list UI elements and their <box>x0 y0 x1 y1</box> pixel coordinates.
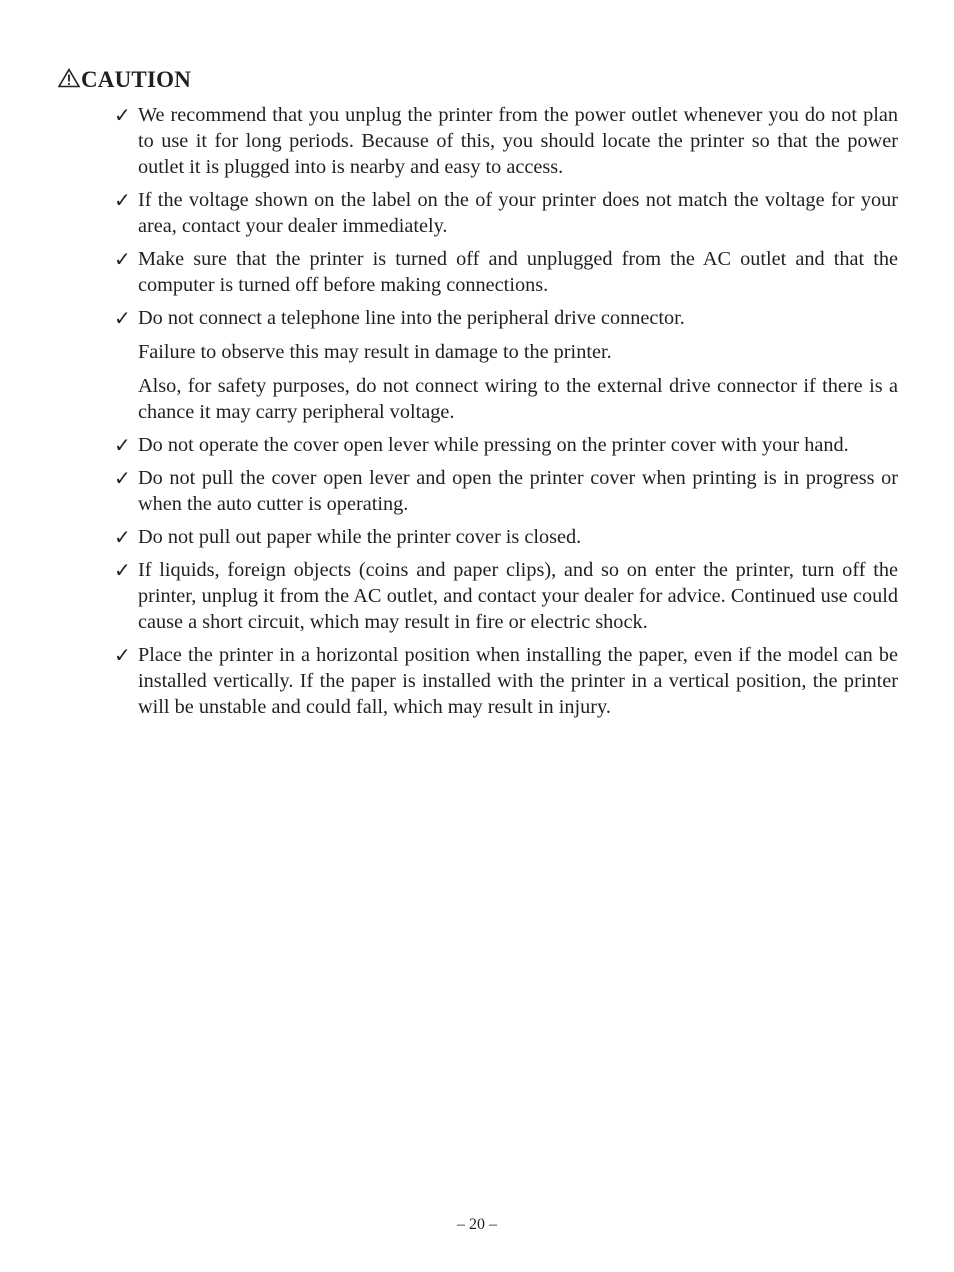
caution-heading <box>58 66 191 94</box>
list-item-text: Do not pull the cover open lever and open the printer cover when printing is in progress or when the auto cutter is operating. <box>138 467 898 515</box>
list-item-text: Also, for safety purposes, do not connect wiring to the external drive connector if there is a chance it may carry peripheral voltage. <box>138 375 898 423</box>
list-item <box>114 432 898 458</box>
list-item <box>114 642 898 720</box>
checkmark-icon: ✓ <box>114 247 131 271</box>
list-item <box>114 246 898 298</box>
list-item <box>114 187 898 239</box>
warning-triangle-icon <box>58 67 80 87</box>
checkmark-icon: ✓ <box>114 643 131 667</box>
checkmark-icon: ✓ <box>114 103 131 127</box>
list-item-text: If liquids, foreign objects (coins and paper clips), and so on enter the printer, turn off the printer, unplug it from the AC outlet, and contact your dealer for advice. Continued use could cause a short circuit, which may result in fire or electric shock. <box>138 559 898 633</box>
caution-title: CAUTION <box>81 67 192 92</box>
checkmark-icon: ✓ <box>114 558 131 582</box>
checkmark-icon: ✓ <box>114 433 131 457</box>
list-item <box>114 465 898 517</box>
list-item-text: Do not pull out paper while the printer cover is closed. <box>138 526 582 548</box>
caution-list <box>114 102 898 727</box>
list-item-text: Place the printer in a horizontal position when installing the paper, even if the model can be installed vertically. If the paper is installed with the printer in a vertical position, the printer will be unstable and could fall, which may result in injury. <box>138 644 898 718</box>
list-item-text: We recommend that you unplug the printer from the power outlet whenever you do not plan to use it for long periods. Because of this, you should locate the printer so that the power outlet it is plugged into is nearby and easy to access. <box>138 104 898 178</box>
list-item <box>114 305 898 425</box>
list-item-text: Failure to observe this may result in damage to the printer. <box>138 341 612 363</box>
checkmark-icon: ✓ <box>114 188 131 212</box>
page-number: – 20 – <box>457 1216 497 1233</box>
list-item-text: Do not connect a telephone line into the peripheral drive connector. <box>138 307 685 329</box>
list-item <box>114 102 898 180</box>
checkmark-icon: ✓ <box>114 306 131 330</box>
checkmark-icon: ✓ <box>114 466 131 490</box>
list-item-text: Do not operate the cover open lever while pressing on the printer cover with your hand. <box>138 434 849 456</box>
list-item-text: Make sure that the printer is turned off and unplugged from the AC outlet and that the computer is turned off before making connections. <box>138 248 898 296</box>
list-item-text: If the voltage shown on the label on the of your printer does not match the voltage for your area, contact your dealer immediately. <box>138 189 898 237</box>
checkmark-icon: ✓ <box>114 525 131 549</box>
list-item <box>114 557 898 635</box>
list-item <box>114 524 898 550</box>
